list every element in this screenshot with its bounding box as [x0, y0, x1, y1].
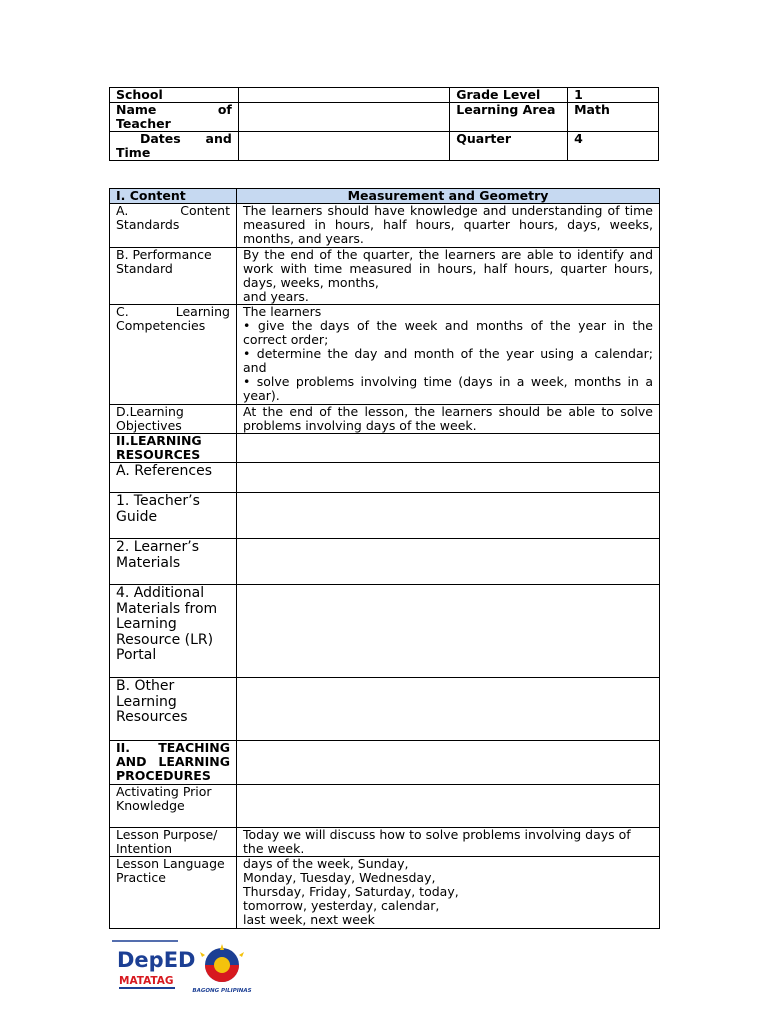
performance-text-1: By the end of the quarter, the learners are able to identify and work with time measured in hours, half hours, quarter hours, days, weeks, months, [243, 247, 653, 290]
content-section-value: Measurement and Geometry [237, 189, 660, 204]
additional-materials-label: 4. Additional Materials from Learning Resource (LR) Portal [110, 585, 237, 678]
lesson-purpose-label: Lesson Purpose/ Intention [110, 828, 237, 857]
bagong-pilipinas-seal [192, 944, 251, 994]
header-table [109, 87, 659, 161]
teacher-name-value[interactable] [238, 103, 449, 132]
performance-standard-label: B. Performance Standard [110, 248, 237, 305]
competencies-intro: The learners [243, 304, 322, 319]
language-line: Monday, Tuesday, Wednesday, [243, 870, 436, 885]
footer-logos [112, 938, 262, 998]
other-resources-value[interactable] [237, 678, 660, 741]
matatag-text: MATATAG [119, 975, 174, 987]
learners-materials-value[interactable] [237, 539, 660, 585]
deped-logo-text: DepED [117, 948, 196, 972]
performance-text-2: and years. [243, 289, 309, 304]
teaching-procedures-label: II. TEACHING AND LEARNING PROCEDURES [110, 741, 237, 785]
bagong-pilipinas-text: BAGONG PILIPINAS [192, 988, 252, 994]
prior-knowledge-value[interactable] [237, 785, 660, 828]
learning-resources-label: II.LEARNING RESOURCES [110, 434, 237, 463]
dates-value[interactable] [238, 132, 449, 161]
references-label: A. References [110, 463, 237, 493]
teacher-name-label [110, 103, 239, 132]
learning-competencies-label: C. Learning Competencies [110, 305, 237, 405]
competency-item: • determine the day and month of the year using a calendar; and [243, 346, 653, 375]
dates-label-line2: Time [116, 145, 151, 160]
additional-materials-value[interactable] [237, 585, 660, 678]
other-resources-label: B. Other Learning Resources [110, 678, 237, 741]
grade-level-value[interactable]: 1 [568, 88, 659, 103]
learning-area-label: Learning Area [450, 103, 568, 132]
teacher-label-line2: Teacher [116, 116, 171, 131]
learning-objectives-value: At the end of the lesson, the learners should be able to solve problems involving days of the week. [237, 405, 660, 434]
dates-label-line1: Dates and [140, 131, 232, 146]
language-line: last week, next week [243, 912, 375, 927]
lesson-plan-table [109, 188, 660, 929]
dates-label [110, 132, 239, 161]
prior-knowledge-label: Activating Prior Knowledge [110, 785, 237, 828]
school-value[interactable] [238, 88, 449, 103]
language-line: Thursday, Friday, Saturday, today, [243, 884, 459, 899]
competency-item: • give the days of the week and months of the year in the correct order; [243, 318, 653, 347]
learners-materials-label: 2. Learner’s Materials [110, 539, 237, 585]
lesson-language-label: Lesson Language Practice [110, 857, 237, 929]
teachers-guide-label: 1. Teacher’s Guide [110, 493, 237, 539]
content-standards-value: The learners should have knowledge and understanding of time measured in hours, half hours, quarter hours, days, weeks, months, and years. [237, 204, 660, 248]
learning-objectives-label: D.Learning Objectives [110, 405, 237, 434]
content-standards-label: A. Content Standards [110, 204, 237, 248]
teachers-guide-value[interactable] [237, 493, 660, 539]
grade-level-label: Grade Level [450, 88, 568, 103]
school-label: School [110, 88, 239, 103]
teacher-label-line1: Name of [116, 102, 232, 117]
learning-area-value[interactable]: Math [568, 103, 659, 132]
learning-resources-value[interactable] [237, 434, 660, 463]
learning-competencies-value [237, 305, 660, 405]
deped-logo [112, 941, 195, 989]
references-value[interactable] [237, 463, 660, 493]
competency-item: • solve problems involving time (days in a week, months in a year). [243, 374, 653, 403]
language-line: days of the week, Sunday, [243, 856, 409, 871]
lesson-purpose-value: Today we will discuss how to solve problems involving days of the week. [237, 828, 660, 857]
performance-standard-value [237, 248, 660, 305]
quarter-label: Quarter [450, 132, 568, 161]
quarter-value[interactable]: 4 [568, 132, 659, 161]
content-section-label: I. Content [110, 189, 237, 204]
lesson-language-value [237, 857, 660, 929]
teaching-procedures-value[interactable] [237, 741, 660, 785]
language-line: tomorrow, yesterday, calendar, [243, 898, 440, 913]
